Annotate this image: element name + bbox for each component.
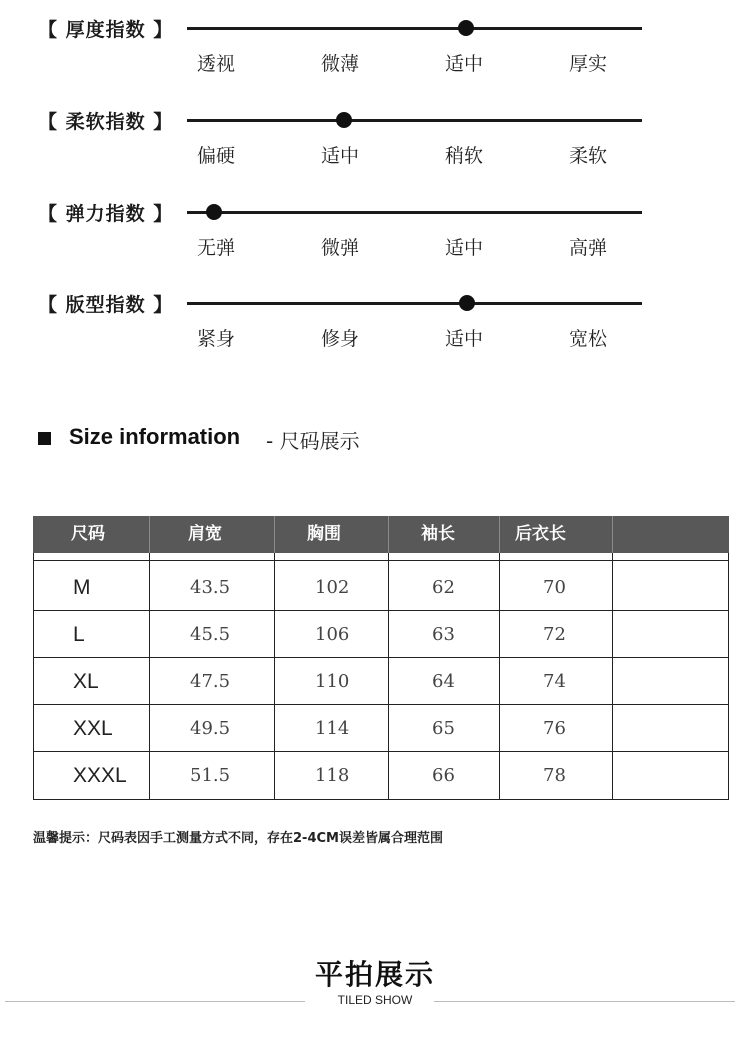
fit-index [0, 294, 750, 362]
header-back-length: 后衣长 [515, 524, 566, 544]
table-header [33, 516, 729, 553]
thickness-label-2: 微薄 [321, 53, 360, 75]
elasticity-label-1: 无弹 [197, 237, 236, 259]
cell-chest: 114 [315, 718, 350, 739]
cell-shoulder: 47.5 [190, 671, 231, 692]
cell-sleeve: 63 [432, 624, 455, 645]
tiled-show-title: 平拍展示 [314, 958, 435, 991]
square-bullet-icon [38, 432, 51, 445]
softness-label-4: 柔软 [569, 145, 608, 167]
fit-label-1: 紧身 [197, 328, 236, 350]
cell-back-length: 78 [543, 765, 566, 786]
elasticity-label-2: 微弹 [321, 237, 360, 259]
softness-index-title: 【 柔软指数 】 [38, 111, 174, 133]
cell-chest: 118 [315, 765, 350, 786]
cell-size: L [73, 623, 85, 646]
cell-back-length: 74 [543, 671, 566, 692]
softness-label-3: 稍软 [445, 145, 484, 167]
header-divider [388, 516, 389, 553]
table-row [33, 564, 729, 611]
footer-right-rule [434, 1001, 735, 1002]
elasticity-index [0, 203, 750, 271]
softness-label-1: 偏硬 [197, 145, 236, 167]
fit-label-3: 适中 [445, 328, 484, 350]
elasticity-label-3: 适中 [445, 237, 484, 259]
elasticity-label-4: 高弹 [569, 237, 608, 259]
cell-chest: 106 [315, 624, 350, 645]
cell-chest: 110 [315, 671, 350, 692]
elasticity-scale-line [187, 211, 642, 214]
elasticity-index-title: 【 弹力指数 】 [38, 203, 174, 225]
header-shoulder: 肩宽 [188, 524, 222, 544]
header-divider [149, 516, 150, 553]
cell-shoulder: 49.5 [190, 718, 231, 739]
cell-shoulder: 43.5 [190, 577, 231, 598]
thickness-scale-line [187, 27, 642, 30]
header-divider [499, 516, 500, 553]
header-divider [612, 516, 613, 553]
cell-shoulder: 51.5 [190, 765, 231, 786]
softness-index [0, 111, 750, 179]
cell-back-length: 72 [543, 624, 566, 645]
thickness-label-3: 适中 [445, 53, 484, 75]
cell-sleeve: 66 [432, 765, 455, 786]
fit-label-2: 修身 [321, 328, 360, 350]
table-row [33, 658, 729, 705]
thickness-index [0, 19, 750, 87]
size-information-subtitle: - 尺码展示 [266, 429, 360, 453]
header-size: 尺码 [71, 524, 105, 544]
measurement-note: 温馨提示：尺码表因手工测量方式不同，存在2-4CM误差皆属合理范围 [33, 831, 443, 846]
cell-back-length: 70 [543, 577, 566, 598]
thickness-label-4: 厚实 [569, 53, 608, 75]
table-row [33, 752, 729, 799]
softness-scale-line [187, 119, 642, 122]
tiled-show-subtitle: TILED SHOW [337, 993, 413, 1007]
header-sleeve: 袖长 [421, 524, 455, 544]
thickness-index-title: 【 厚度指数 】 [38, 19, 174, 41]
cell-sleeve: 64 [432, 671, 455, 692]
cell-sleeve: 62 [432, 577, 455, 598]
softness-scale-marker [336, 112, 352, 128]
softness-label-2: 适中 [321, 145, 360, 167]
cell-back-length: 76 [543, 718, 566, 739]
cell-size: M [73, 576, 91, 599]
size-information-title: Size information [69, 424, 241, 449]
elasticity-scale-marker [206, 204, 222, 220]
cell-size: XXL [73, 717, 113, 740]
fit-scale-marker [459, 295, 475, 311]
thickness-label-1: 透视 [197, 53, 236, 75]
cell-chest: 102 [315, 577, 350, 598]
fit-index-title: 【 版型指数 】 [38, 294, 174, 316]
fit-scale-line [187, 302, 642, 305]
table-row [33, 611, 729, 658]
table-top-rule [33, 560, 729, 561]
cell-size: XL [73, 670, 99, 693]
header-chest: 胸围 [307, 524, 341, 544]
cell-shoulder: 45.5 [190, 624, 231, 645]
cell-size: XXXL [73, 764, 127, 787]
fit-label-4: 宽松 [569, 328, 608, 350]
header-divider [274, 516, 275, 553]
size-table [33, 516, 729, 800]
table-row [33, 705, 729, 752]
cell-sleeve: 65 [432, 718, 455, 739]
thickness-scale-marker [458, 20, 474, 36]
